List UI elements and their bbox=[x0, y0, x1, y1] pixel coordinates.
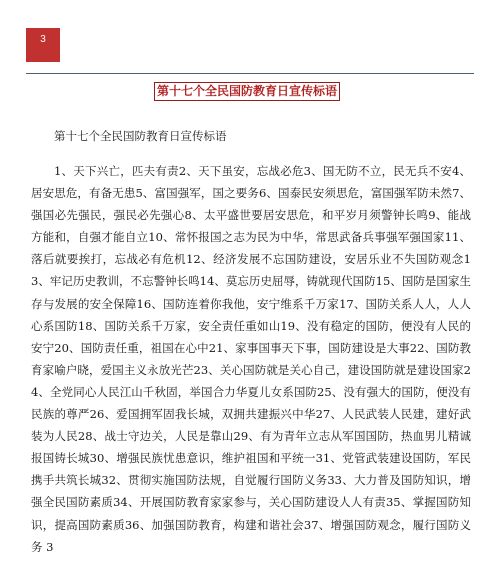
document-title: 第十七个全民国防教育日宣传标语 bbox=[154, 82, 340, 101]
page-number-badge bbox=[26, 28, 60, 62]
page-number: 3 bbox=[40, 34, 46, 45]
header-divider bbox=[26, 73, 474, 74]
document-body: 1、天下兴亡，匹夫有责2、天下虽安，忘战必危3、国无防不立，民无兵不安4、居安思危，有备无患5、富国强军，国之要务6、国泰民安须思危，富国强军防未然7、强国必先强民，强民必先强心8、太平盛世要居安思危，和平岁月须警钟长鸣9、能战方能和，自强才能自立10、常怀报国之志为民为中华，常思武备兵事强军强国家11、落后就要挨打，忘战必有危机12、经济发展不忘国防建设，安居乐业不失国防观念13、牢记历史教训，不忘警钟长鸣14、莫忘历史屈辱，铸就现代国防15、国防是国家生存与发展的安全保障16、国防连着你我他，安宁维系千万家17、国防关系人人，人人心系国防18、国防关系千万家，安全责任重如山19、没有稳定的国防，便没有人民的安宁20、国防责任重，祖国在心中21、家事国事天下事，国防建设是大事22、国防教育家喻户晓，爱国主义永放光芒23、关心国防就是关心自己，建设国防就是建设国家24、全党同心人民江山千秋固，举国合力华夏儿女系国防25、没有强大的国防，便没有民族的尊严26、爱国拥军固我长城，双拥共建振兴中华27、人民武装人民建，建好武装为人民28、战士守边关，人民是靠山29、有为青年立志从军国国防，热血男儿精诚报国铸长城30、增强民族忧患意识，维护祖国和平统一31、党管武装建设国防，军民携手共筑长城32、贯彻实施国防法规，自觉履行国防义务33、大力普及国防知识，增强全民国防素质34、开展国防教育家家参与，关心国防建设人人有责35、掌握国防知识，提高国防素质36、加强国防教育，构建和谐社会37、增强国防观念，履行国防义务 3 bbox=[31, 164, 471, 554]
document-subtitle: 第十七个全民国防教育日宣传标语 bbox=[54, 129, 227, 143]
